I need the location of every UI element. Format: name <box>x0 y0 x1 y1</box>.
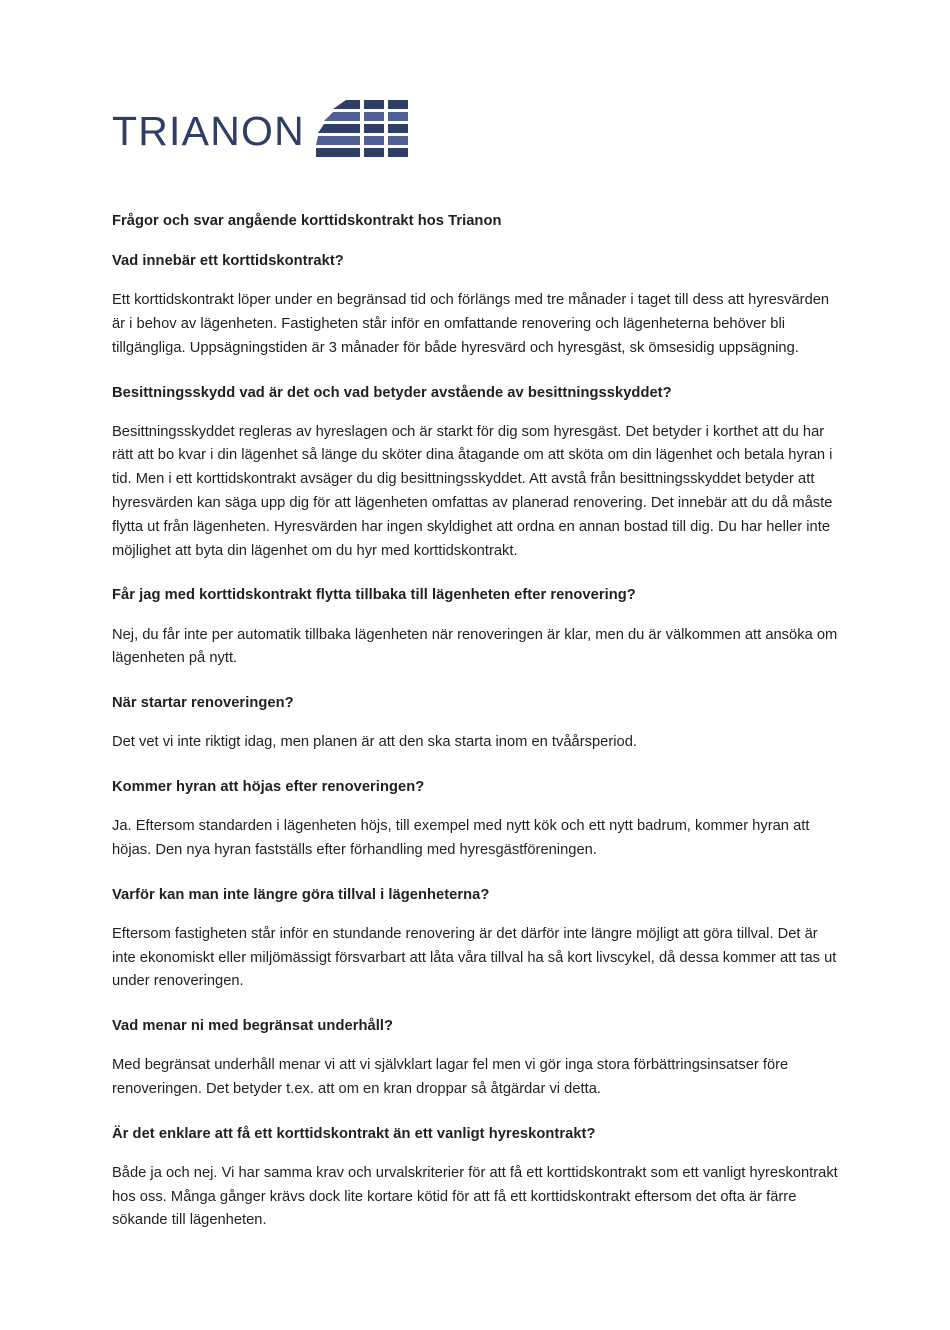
faq-answer: Nej, du får inte per automatik tillbaka lägenheten när renoveringen är klar, men du är välkommen att ansöka om lägenheten på nytt. <box>112 626 838 667</box>
trianon-building-mark-icon <box>316 100 408 163</box>
faq-question: Vad menar ni med begränsat underhåll? <box>112 1018 393 1035</box>
faq-content <box>112 210 838 1233</box>
document-title: Frågor och svar angående korttidskontrakt hos Trianon <box>112 213 502 229</box>
trianon-logo <box>112 100 408 162</box>
faq-answer: Ja. Eftersom standarden i lägenheten höjs, till exempel med nytt kök och ett nytt badrum, kommer hyran att höjas. Den nya hyran fastställs efter förhandling med hyresgästföreningen. <box>112 818 810 858</box>
faq-question: När startar renoveringen? <box>112 695 294 712</box>
faq-question: Vad innebär ett korttidskontrakt? <box>112 253 344 270</box>
faq-question: Kommer hyran att höjas efter renoveringen? <box>112 778 425 795</box>
faq-question: Besittningsskydd vad är det och vad betyder avstående av besittningsskyddet? <box>112 384 672 401</box>
faq-answer: Ett korttidskontrakt löper under en begränsad tid och förlängs med tre månader i taget till dess att hyresvärden är i behov av lägenheten. Fastigheten står inför en omfattande renovering och lägenheterna behöver bli tillgängliga. Uppsägningstiden är 3 månader för både hyresvärd och hyresgäst, sk ömsesidig uppsägning. <box>112 292 830 356</box>
faq-answer: Både ja och nej. Vi har samma krav och urvalskriterier för att få ett korttidskontrakt som ett vanligt hyreskontrakt hos oss. Många gånger krävs dock lite kortare kötid för att få ett korttidskontrakt eftersom det ofta är färre sökande till lägenheten. <box>112 1164 838 1229</box>
faq-answer: Besittningsskyddet regleras av hyreslagen och är starkt för dig som hyresgäst. Det betyder i korthet att du har rätt att bo kvar i din lägenhet så länge du sköter dina åtagande om att sköta om din lägenhet och betala hyran i tid. Men i ett korttidskontrakt avsäger du dig besittningsskyddet. Att avstå från besittningsskyddet betyder att hyresvärden kan säga upp dig för att lägenheten omfattas av planerad renovering. Det innebär att du då måste flytta ut från lägenheten. Hyresvärden har ingen skyldighet att ordna en annan bostad till dig. Du har heller inte möjlighet att byta din lägenhet om du hyr med korttidskontrakt. <box>112 423 833 559</box>
faq-question: Får jag med korttidskontrakt flytta tillbaka till lägenheten efter renovering? <box>112 587 636 604</box>
faq-question: Varför kan man inte längre göra tillval i lägenheterna? <box>112 886 490 903</box>
faq-answer: Det vet vi inte riktigt idag, men planen är att den ska starta inom en tvåårsperiod. <box>112 734 637 751</box>
faq-answer: Eftersom fastigheten står inför en stundande renovering är det därför inte längre möjligt att göra tillval. Det är inte ekonomiskt eller miljömässigt försvarbart att låta våra tillval ha så kort livscykel, då dessa kommer att tas ut under renoveringen. <box>112 925 837 990</box>
faq-question: Är det enklare att få ett korttidskontrakt än ett vanligt hyreskontrakt? <box>112 1125 596 1142</box>
faq-answer: Med begränsat underhåll menar vi att vi självklart lagar fel men vi gör inga stora förbättringsinsatser före renoveringen. Det betyder t.ex. att om en kran droppar så åtgärdar vi detta. <box>112 1057 789 1097</box>
logo-wordmark: TRIANON <box>112 107 305 154</box>
